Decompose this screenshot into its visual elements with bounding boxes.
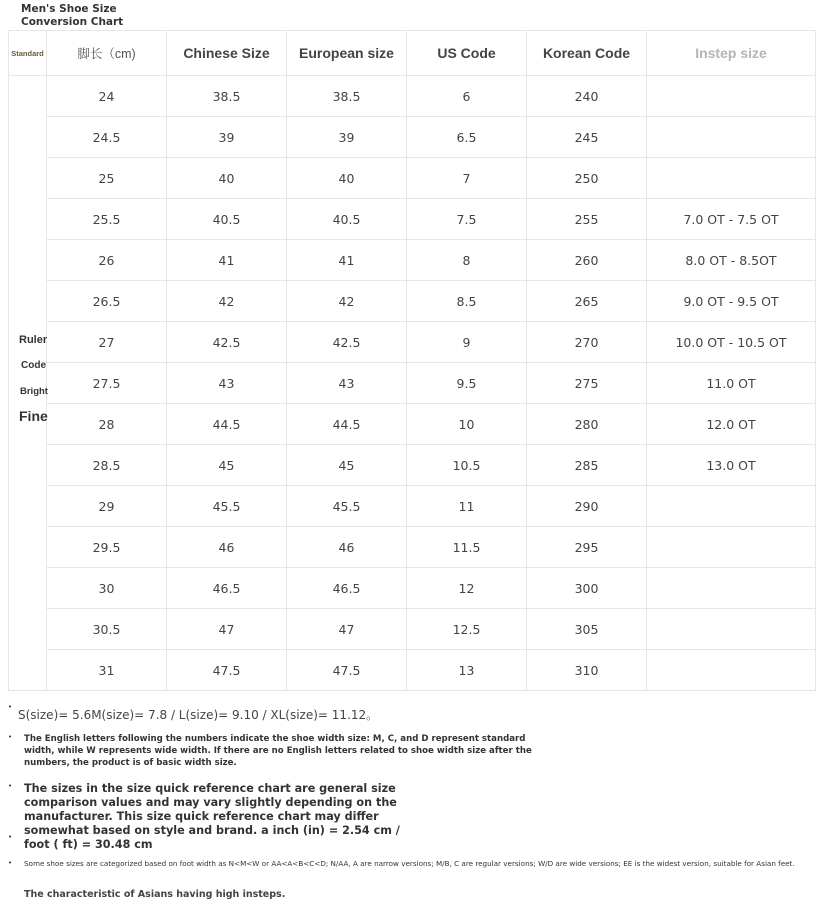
cell-chinese-size: 42 (167, 281, 287, 322)
bullet-icon: • (8, 859, 13, 867)
cell-european-size: 39 (287, 117, 407, 158)
cell-chinese-size: 46.5 (167, 568, 287, 609)
cell-foot-length: 30 (47, 568, 167, 609)
table-row (9, 322, 816, 363)
cell-us-code: 8 (407, 240, 527, 281)
cell-korean-code: 305 (527, 609, 647, 650)
cell-european-size: 40 (287, 158, 407, 199)
table-row (9, 445, 816, 486)
cell-european-size: 40.5 (287, 199, 407, 240)
table-row (9, 199, 816, 240)
cell-foot-length: 26.5 (47, 281, 167, 322)
header-foot-length: 脚长（cm) (47, 31, 167, 76)
cell-us-code: 9.5 (407, 363, 527, 404)
cell-foot-length: 24.5 (47, 117, 167, 158)
cell-korean-code: 270 (527, 322, 647, 363)
cell-us-code: 6 (407, 76, 527, 117)
cell-chinese-size: 39 (167, 117, 287, 158)
bullet-icon: • (8, 733, 13, 741)
cell-korean-code: 280 (527, 404, 647, 445)
cell-korean-code: 255 (527, 199, 647, 240)
cell-us-code: 13 (407, 650, 527, 691)
side-label-fine: Fine (19, 408, 48, 424)
cell-european-size: 44.5 (287, 404, 407, 445)
cell-chinese-size: 45 (167, 445, 287, 486)
cell-us-code: 11.5 (407, 527, 527, 568)
cell-instep-size (647, 117, 816, 158)
cell-korean-code: 260 (527, 240, 647, 281)
cell-instep-size: 8.0 OT - 8.5OT (647, 240, 816, 281)
cell-korean-code: 300 (527, 568, 647, 609)
cell-foot-length: 24 (47, 76, 167, 117)
table-row (9, 76, 816, 117)
cell-chinese-size: 45.5 (167, 486, 287, 527)
cell-foot-length: 26 (47, 240, 167, 281)
cell-instep-size (647, 76, 816, 117)
cell-european-size: 45.5 (287, 486, 407, 527)
chart-title: Men's Shoe Size Conversion Chart (21, 3, 124, 28)
cell-chinese-size: 38.5 (167, 76, 287, 117)
table-row (9, 404, 816, 445)
cell-instep-size: 9.0 OT - 9.5 OT (647, 281, 816, 322)
cell-foot-length: 31 (47, 650, 167, 691)
bullet-icon: • (8, 782, 13, 790)
note-width-letters: The English letters following the numbers indicate the shoe width size: M, C, and D represent standard width, while W represents wide width. If there are no English letters related to shoe width size after the numbers, the product is of basic width size. (24, 734, 532, 768)
cell-foot-length: 27 (47, 322, 167, 363)
side-label-cell (9, 76, 47, 691)
cell-european-size: 42.5 (287, 322, 407, 363)
cell-us-code: 12.5 (407, 609, 527, 650)
table-row (9, 363, 816, 404)
cell-european-size: 46.5 (287, 568, 407, 609)
cell-chinese-size: 46 (167, 527, 287, 568)
cell-korean-code: 310 (527, 650, 647, 691)
cell-european-size: 47 (287, 609, 407, 650)
cell-foot-length: 28.5 (47, 445, 167, 486)
table-row (9, 486, 816, 527)
cell-foot-length: 27.5 (47, 363, 167, 404)
cell-chinese-size: 44.5 (167, 404, 287, 445)
cell-us-code: 6.5 (407, 117, 527, 158)
cell-us-code: 12 (407, 568, 527, 609)
cell-european-size: 43 (287, 363, 407, 404)
side-label-bright: Bright (20, 386, 48, 397)
cell-instep-size: 7.0 OT - 7.5 OT (647, 199, 816, 240)
cell-foot-length: 28 (47, 404, 167, 445)
bullet-icon: • (8, 703, 13, 711)
cell-european-size: 42 (287, 281, 407, 322)
cell-instep-size (647, 568, 816, 609)
cell-chinese-size: 40.5 (167, 199, 287, 240)
cell-korean-code: 250 (527, 158, 647, 199)
cell-chinese-size: 47 (167, 609, 287, 650)
cell-instep-size: 13.0 OT (647, 445, 816, 486)
cell-us-code: 7.5 (407, 199, 527, 240)
cell-us-code: 10 (407, 404, 527, 445)
cell-instep-size (647, 527, 816, 568)
cell-us-code: 11 (407, 486, 527, 527)
table-row (9, 568, 816, 609)
header-chinese-size: Chinese Size (167, 31, 287, 76)
cell-european-size: 47.5 (287, 650, 407, 691)
cell-instep-size (647, 486, 816, 527)
cell-us-code: 9 (407, 322, 527, 363)
cell-instep-size: 12.0 OT (647, 404, 816, 445)
table-row (9, 609, 816, 650)
table-row (9, 527, 816, 568)
cell-foot-length: 29.5 (47, 527, 167, 568)
cell-foot-length: 25 (47, 158, 167, 199)
cell-instep-size (647, 158, 816, 199)
table-row (9, 281, 816, 322)
note-general-values: The sizes in the size quick reference chart are general size comparison values and may vary slightly depending on the manufacturer. This size quick reference chart may differ somewhat based on style and brand. a inch (in) = 2.54 cm / foot ( ft) = 30.48 cm (24, 782, 400, 851)
cell-instep-size: 11.0 OT (647, 363, 816, 404)
table-row (9, 158, 816, 199)
table-row (9, 117, 816, 158)
size-conversion-table (8, 30, 816, 691)
cell-european-size: 38.5 (287, 76, 407, 117)
cell-foot-length: 25.5 (47, 199, 167, 240)
table-row (9, 240, 816, 281)
side-label-ruler: Ruler (19, 334, 48, 346)
cell-us-code: 10.5 (407, 445, 527, 486)
note-high-insteps: The characteristic of Asians having high insteps. (24, 889, 286, 900)
cell-korean-code: 275 (527, 363, 647, 404)
cell-korean-code: 240 (527, 76, 647, 117)
cell-korean-code: 290 (527, 486, 647, 527)
bullet-icon: • (8, 833, 13, 841)
cell-chinese-size: 40 (167, 158, 287, 199)
cell-korean-code: 295 (527, 527, 647, 568)
header-us-code: US Code (407, 31, 527, 76)
note-width-categories: Some shoe sizes are categorized based on foot width as N<M<W or AA<A<B<C<D; N/AA, A are narrow versions; M/B, C are regular versions; W/D are wide versions; EE is the widest version, suitable for Asian feet. (24, 859, 795, 868)
cell-foot-length: 30.5 (47, 609, 167, 650)
header-european-size: European size (287, 31, 407, 76)
table-row (9, 650, 816, 691)
header-row (9, 31, 816, 76)
cell-us-code: 8.5 (407, 281, 527, 322)
cell-chinese-size: 47.5 (167, 650, 287, 691)
cell-chinese-size: 42.5 (167, 322, 287, 363)
header-standard: Standard (9, 31, 47, 76)
header-korean-code: Korean Code (527, 31, 647, 76)
cell-instep-size: 10.0 OT - 10.5 OT (647, 322, 816, 363)
cell-chinese-size: 41 (167, 240, 287, 281)
cell-korean-code: 265 (527, 281, 647, 322)
cell-european-size: 41 (287, 240, 407, 281)
side-label-code: Code (21, 360, 46, 371)
cell-instep-size (647, 650, 816, 691)
cell-instep-size (647, 609, 816, 650)
note-size-letters: S(size)= 5.6M(size)= 7.8 / L(size)= 9.10 / XL(size)= 11.12。 (18, 708, 379, 722)
header-instep-size: Instep size (647, 31, 816, 76)
cell-korean-code: 285 (527, 445, 647, 486)
cell-european-size: 46 (287, 527, 407, 568)
cell-us-code: 7 (407, 158, 527, 199)
cell-foot-length: 29 (47, 486, 167, 527)
cell-chinese-size: 43 (167, 363, 287, 404)
cell-european-size: 45 (287, 445, 407, 486)
cell-korean-code: 245 (527, 117, 647, 158)
